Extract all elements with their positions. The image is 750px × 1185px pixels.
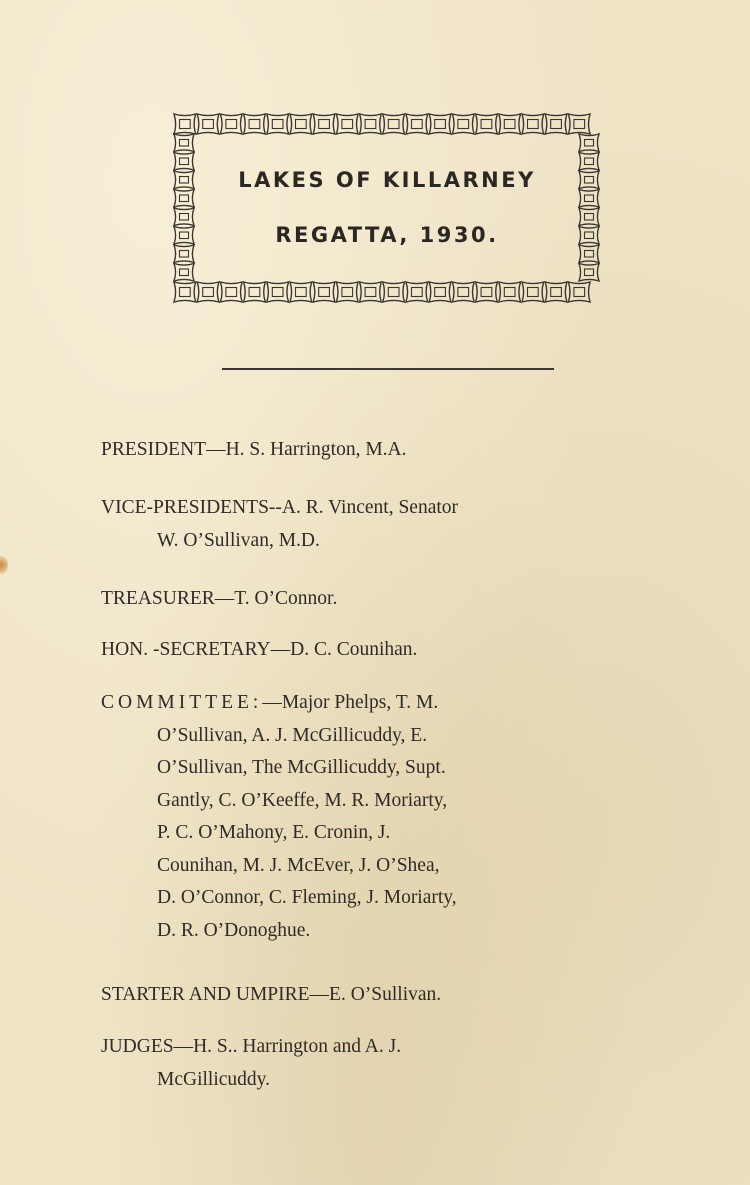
starter-umpire-entry — [101, 979, 691, 1012]
committee-line: D. O’Connor, C. Fleming, J. Moriarty, — [157, 887, 457, 908]
ornamental-title-frame — [172, 112, 602, 304]
treasurer-entry — [101, 583, 691, 616]
paper-stain — [0, 556, 8, 574]
divider-rule — [222, 368, 554, 370]
hon-secretary-entry — [101, 634, 691, 667]
judges-entry — [101, 1031, 691, 1096]
committee-line: Gantly, C. O’Keeffe, M. R. Moriarty, — [157, 789, 448, 811]
title-line-1: LAKES OF KILLARNEY — [238, 168, 536, 192]
treasurer-text: TREASURER—T. O’Connor. — [101, 588, 338, 609]
committee-line: P. C. O’Mahony, E. Cronin, J. — [157, 822, 391, 843]
vice-presidents-line-1: VICE-PRESIDENTS--A. R. Vincent, Senator — [101, 497, 459, 518]
president-entry — [101, 434, 691, 467]
judges-line-1: JUDGES—H. S.. Harrington and A. J. — [101, 1036, 402, 1057]
committee-line-1: —Major Phelps, T. M. — [262, 692, 439, 713]
committee-line: Counihan, M. J. McEver, J. O’Shea, — [157, 854, 440, 876]
ornament-border-icon — [172, 112, 602, 304]
starter-umpire-text: STARTER AND UMPIRE—E. O’Sullivan. — [101, 984, 442, 1005]
vice-presidents-line-2: W. O’Sullivan, M.D. — [157, 529, 320, 551]
president-text: PRESIDENT—H. S. Harrington, M.A. — [101, 439, 407, 460]
title-line-2: REGATTA, 1930. — [275, 223, 499, 247]
committee-line: O’Sullivan, A. J. McGillicuddy, E. — [157, 724, 428, 746]
committee-label: COMMITTEE: — [101, 692, 263, 713]
vice-presidents-entry — [101, 492, 691, 557]
judges-line-2: McGillicuddy. — [157, 1068, 271, 1090]
committee-line: O’Sullivan, The McGillicuddy, Supt. — [157, 757, 446, 778]
hon-secretary-text: HON. -SECRETARY—D. C. Counihan. — [101, 639, 418, 660]
committee-entry — [101, 687, 691, 947]
committee-line: D. R. O’Donoghue. — [157, 919, 311, 941]
